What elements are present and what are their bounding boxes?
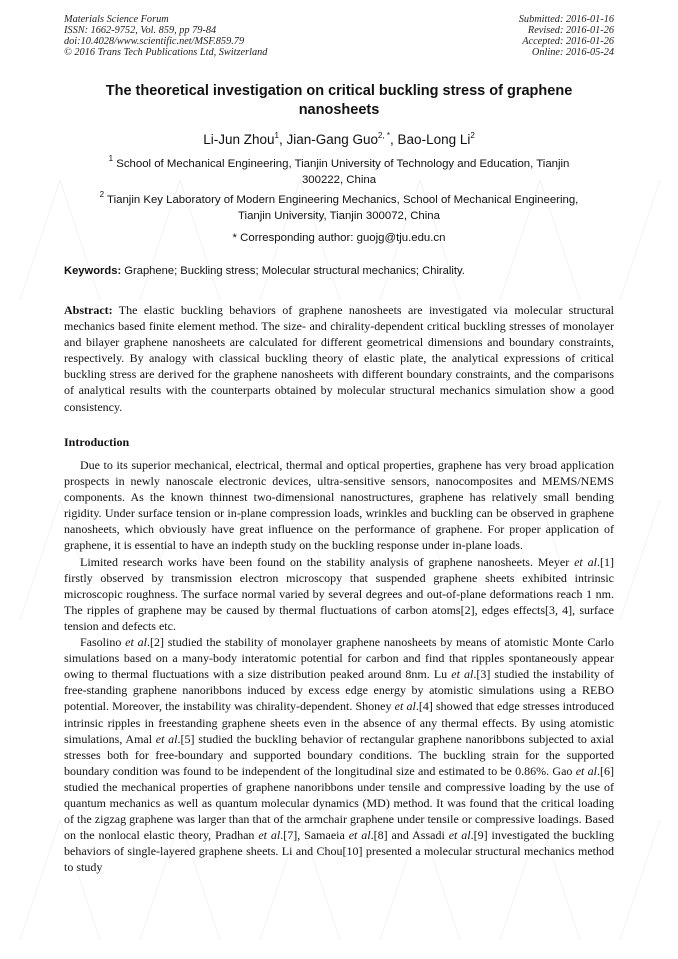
paper-title bbox=[64, 82, 614, 119]
text-run: Due to its superior mechanical, electrical, thermal and optical properties, graphene has very broad application prospects in newly nanoscale electronic devices, ultra-sensitive sensors, nanocomposites and MEMS/NEMS components. As the known thinnest two-dimensional nanostructures, graphene has relatively small bending rigidity. Under surface tension or in-plane compression loads, wrinkles and buckling can be observed in graphene nanosheets, which obviously have great influence on the performance of graphene. For proper application of graphene, it is essential to have an indepth study on the buckling response under in-plane loads. bbox=[64, 458, 614, 553]
italic-run: et al bbox=[574, 554, 597, 569]
abstract-label: Abstract: bbox=[64, 303, 113, 317]
body-paragraph bbox=[64, 457, 614, 554]
text-run: .[2] studied the stability of monolayer graphene nanosheets by means of atomistic Monte Carlo simulations based on a many-body interatomic potential for carbon and find that ripples spontaneously appear owing to thermal fluctuations with a size distribution peaked around 8nm. Lu bbox=[64, 635, 615, 682]
italic-run: et al bbox=[575, 763, 597, 778]
text-run: Limited research works have been found on the stability analysis of graphene nanosheets. Meyer bbox=[80, 554, 575, 569]
author-affiliation-mark: 1 bbox=[274, 131, 279, 140]
text-run: .[3] studied the instability of free-standing graphene nanoribbons induced by excess edge energy by atomistic simulations using a REBO potential. Moreover, the instability was chirality-dependent. Shoney bbox=[64, 667, 614, 714]
italic-run: et al bbox=[125, 635, 147, 650]
section-heading-introduction: Introduction bbox=[64, 435, 130, 449]
corresponding-author: * Corresponding author: guojg@tju.edu.cn bbox=[232, 232, 446, 244]
body-paragraph bbox=[64, 554, 614, 634]
affiliation-line: Tianjin University, Tianjin 300072, China bbox=[238, 210, 440, 223]
journal-name: Materials Science Forum bbox=[64, 14, 169, 25]
abstract bbox=[64, 302, 614, 415]
abstract-text: The elastic buckling behaviors of graphene nanosheets are investigated via molecular structural mechanics based finite element method. The size- and chirality-dependent critical buckling stresses of monolayer and bilayer graphene nanosheets are calculated for different geometrical dimensions and boundary constraints, respectively. By analogy with classical buckling theory of elastic plate, the analytical expressions of critical buckling stress are derived for the graphene nanosheets with different boundary constraints, and the comparisons of analytical results with the counterparts obtained by molecular structural mechanics simulation show a good consistency. bbox=[64, 303, 614, 414]
keywords-label: Keywords: bbox=[64, 265, 122, 277]
affiliation-line: 300222, China bbox=[301, 174, 377, 187]
italic-run: et al bbox=[348, 828, 371, 843]
author-name: Li-Jun Zhou bbox=[203, 132, 275, 147]
affiliation-mark: 2 bbox=[99, 190, 105, 199]
title-line-2: nanosheets bbox=[298, 101, 380, 118]
italic-run: et al bbox=[448, 828, 471, 843]
journal-issn: ISSN: 1662-9752, Vol. 859, pp 79-84 bbox=[64, 25, 217, 37]
text-run: .[8] and Assadi bbox=[370, 828, 449, 843]
author-separator: , bbox=[390, 132, 398, 147]
introduction-body bbox=[64, 457, 614, 875]
date-submitted: Submitted: 2016-01-16 bbox=[518, 14, 614, 25]
italic-run: et al bbox=[394, 699, 416, 714]
text-run: .[7], Samaeia bbox=[280, 828, 349, 843]
text-run: .[5] studied the buckling behavior of rectangular graphene nanoribbons subjected to axial stresses both for free-boundary and supported boundary conditions. The buckling strain for the supported boundary condition was found to be independent of the longitudinal size and estimated to be 0.86%. Gao bbox=[64, 731, 614, 778]
italic-run: et al bbox=[451, 667, 474, 682]
journal-info-header bbox=[64, 14, 267, 58]
journal-copyright: © 2016 Trans Tech Publications Ltd, Switzerland bbox=[64, 47, 268, 59]
text-run: .[1] firstly observed by transmission electron microscopy that suspended graphene sheets exhibited intrinsic microscopic roughness. The surface normal varied by several degrees and out-of-plane deformations reach 1 nm. The ripples of graphene may be caused by thermal fluctuations of carbon atoms[2], edges effects[3, 4], surface tension and defects etc. bbox=[64, 554, 614, 633]
author-list bbox=[64, 131, 614, 148]
author-affiliation-mark: 2 bbox=[470, 131, 475, 140]
author-name: Bao-Long Li bbox=[397, 132, 471, 147]
text-run: Fasolino bbox=[80, 635, 126, 650]
author-separator: , bbox=[278, 132, 287, 147]
date-online: Online: 2016-05-24 bbox=[531, 47, 614, 59]
text-run: .[9] investigated the buckling behaviors of single-layered graphene sheets. Li and Chou[10] presented a molecular structural mechanics method to study bbox=[64, 828, 615, 875]
submission-dates-header bbox=[519, 14, 614, 58]
affiliation-1 bbox=[64, 156, 614, 189]
date-accepted: Accepted: 2016-01-26 bbox=[522, 36, 614, 48]
keywords bbox=[64, 264, 614, 279]
body-paragraph bbox=[64, 634, 614, 875]
affiliation-mark: 1 bbox=[108, 154, 114, 163]
text-run: .[6] studied the mechanical properties of graphene nanoribbons under tensile and compressive loading by the use of quantum mechanics as well as quantum molecular dynamics (MD) method. It was found that the critical loading of the zigzag graphene was larger than that of the armchair graphene under tensile or compressive loadings. Based on the nonlocal elastic theory, Pradhan bbox=[64, 763, 614, 843]
date-revised: Revised: 2016-01-26 bbox=[527, 25, 614, 37]
italic-run: et al bbox=[155, 731, 178, 746]
affiliation-line: Tianjin Key Laboratory of Modern Engineering Mechanics, School of Mechanical Engineering, bbox=[104, 194, 579, 206]
affiliation-line: School of Mechanical Engineering, Tianjin University of Technology and Education, Tianjin bbox=[113, 158, 570, 170]
keywords-text: Graphene; Buckling stress; Molecular structural mechanics; Chirality. bbox=[121, 265, 465, 277]
affiliation-2 bbox=[64, 192, 614, 225]
title-line-1: The theoretical investigation on critical buckling stress of graphene bbox=[105, 83, 573, 99]
italic-run: et al bbox=[258, 828, 281, 843]
text-run: .[4] showed that edge stresses introduced intrinsic ripples in freestanding graphene sheets even in the absence of any thermal effects. By using atomistic simulations, Amal bbox=[64, 699, 615, 746]
author-name: Jian-Gang Guo bbox=[286, 132, 379, 147]
author-affiliation-mark: 2, * bbox=[378, 131, 391, 140]
journal-doi: doi:10.4028/www.scientific.net/MSF.859.79 bbox=[64, 36, 245, 48]
